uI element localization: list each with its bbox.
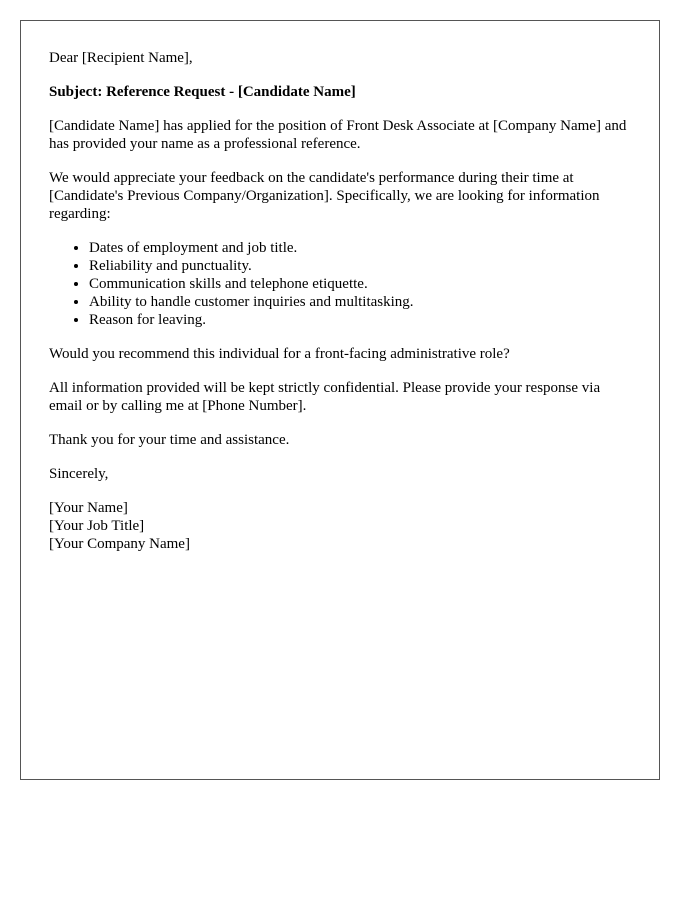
request-paragraph: We would appreciate your feedback on the candidate's performance during their time at [Candidate's Previous Company/Organization]. Specifically, we are looking for information regarding: [49, 170, 600, 222]
signature-company: [Your Company Name] [49, 536, 190, 552]
recommendation-question: Would you recommend this individual for a front-facing administrative role? [49, 346, 510, 362]
letter-document [20, 20, 660, 780]
signature-name: [Your Name] [49, 500, 128, 516]
list-item: • Communication skills and telephone etiquette. [89, 275, 631, 293]
closing: Sincerely, [49, 466, 109, 482]
signature-block [49, 499, 631, 553]
list-item: • Reason for leaving. [89, 311, 631, 329]
list-item: • Dates of employment and job title. [89, 239, 631, 257]
greeting: Dear [Recipient Name], [49, 50, 193, 66]
thanks-paragraph: Thank you for your time and assistance. [49, 432, 290, 448]
signature-title: [Your Job Title] [49, 518, 145, 534]
requirements-list [49, 239, 631, 329]
confidentiality-paragraph: All information provided will be kept strictly confidential. Please provide your response via email or by calling me at [Phone Number]. [49, 380, 601, 414]
list-item: • Reliability and punctuality. [89, 257, 631, 275]
list-item: • Ability to handle customer inquiries and multitasking. [89, 293, 631, 311]
subject-line: Subject: Reference Request - [Candidate Name] [49, 84, 356, 100]
intro-paragraph: [Candidate Name] has applied for the position of Front Desk Associate at [Company Name] and has provided your name as a professional reference. [49, 118, 627, 152]
